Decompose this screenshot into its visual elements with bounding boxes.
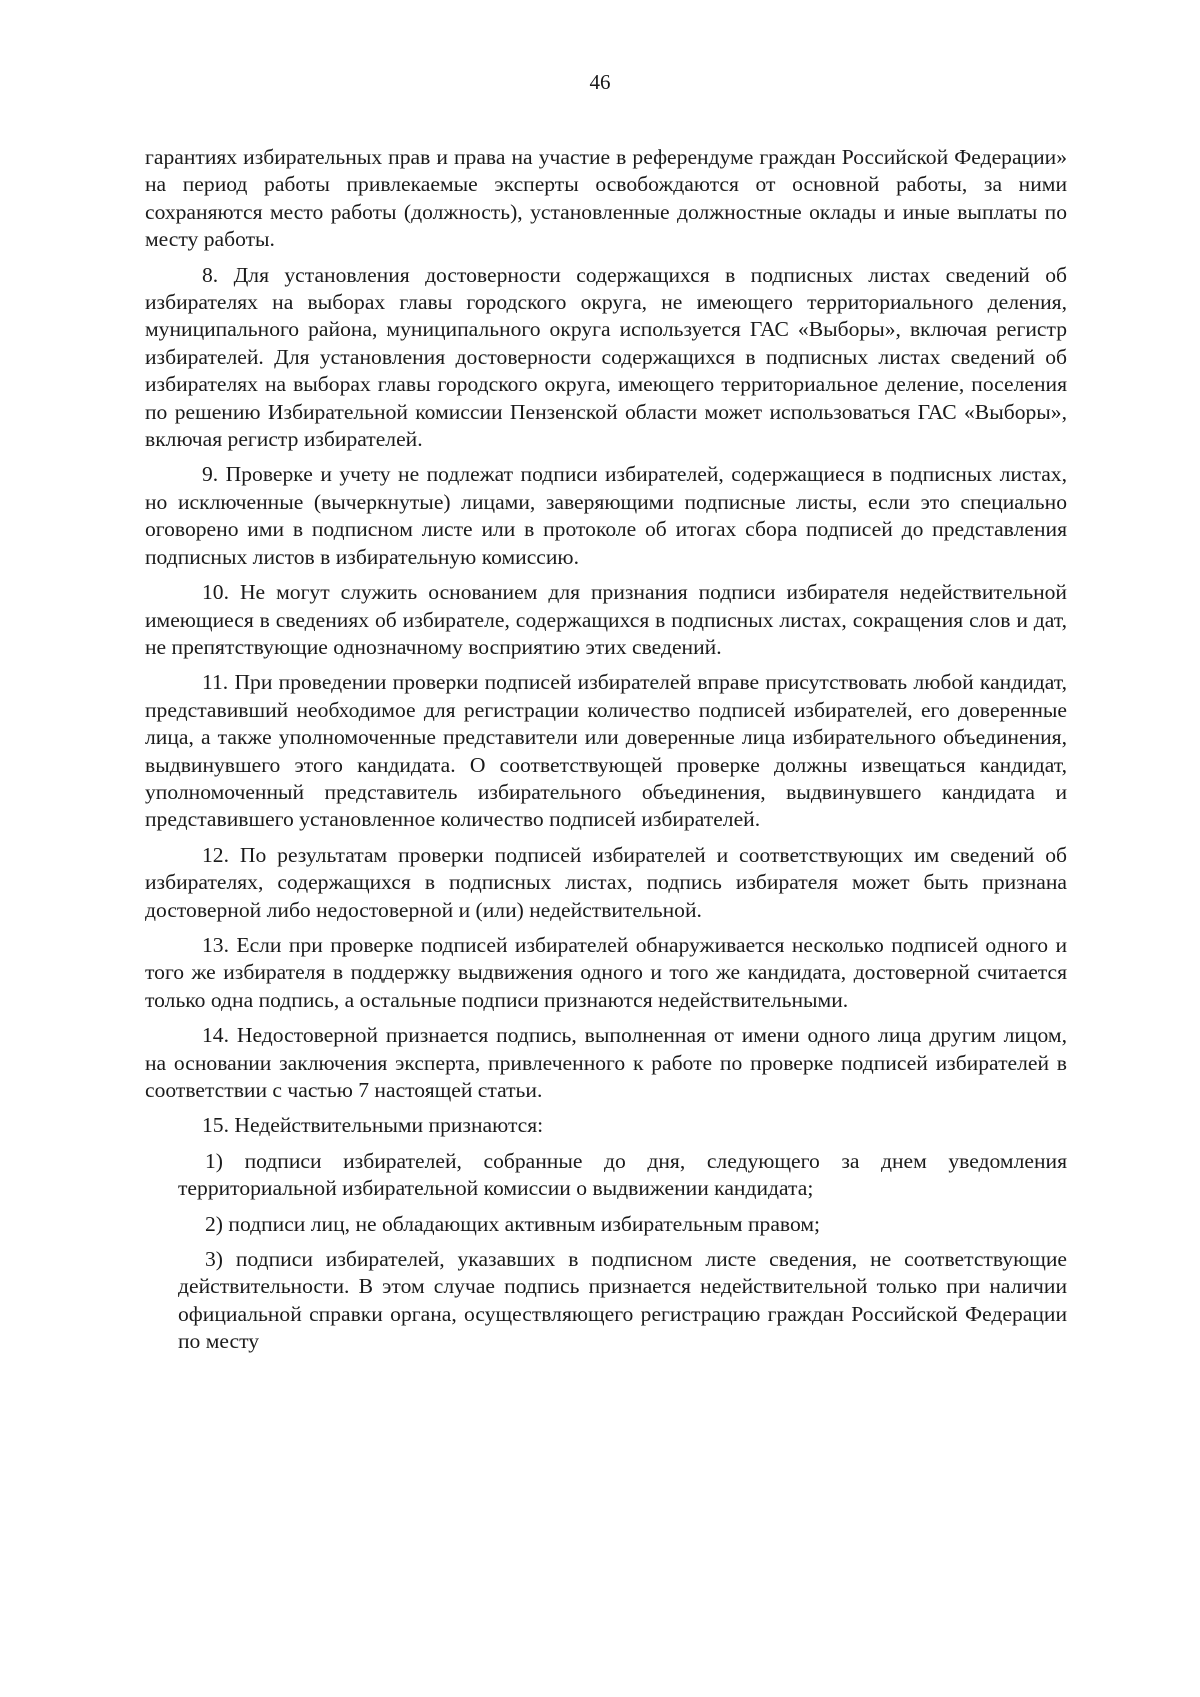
- paragraph-item-8: 8. Для установления достоверности содержащихся в подписных листах сведений об избирателях на выборах главы городского округа, не имеющего территориального деления, муниципального района, муниципального округа используется ГАС «Выборы», включая регистр избирателей. Для установления достоверности содержащихся в подписных листах сведений об избирателях на выборах главы городского округа, имеющего территориальное деление, поселения по решению Избирательной комиссии Пензенской области может использоваться ГАС «Выборы», включая регистр избирателей.: [145, 262, 1067, 452]
- paragraph-item-15: 15. Недействительными признаются:: [202, 1113, 544, 1138]
- paragraph-item-12: 12. По результатам проверки подписей избирателей и соответствующих им сведений об избирателях, содержащихся в подписных листах, подпись избирателя может быть признана достоверной либо недостоверной и (или) недействительной.: [145, 842, 1067, 922]
- page-number: 46: [589, 70, 611, 94]
- paragraph-item-14: 14. Недостоверной признается подпись, выполненная от имени одного лица другим лицом, на основании заключения эксперта, привлеченного к работе по проверке подписей избирателей в соответствии с частью 7 настоящей статьи.: [145, 1023, 1067, 1102]
- subitem-15-3: 3) подписи избирателей, указавших в подписном листе сведения, не соответствующие действительности. В этом случае подпись признается недействительной только при наличии официальной справки органа, осуществляющего регистрацию граждан Российской Федерации по месту: [178, 1247, 1067, 1354]
- paragraph-item-10: 10. Не могут служить основанием для признания подписи избирателя недействительной имеющиеся в сведениях об избирателе, содержащихся в подписных листах, сокращения слов и дат, не препятствующие однозначному восприятию этих сведений.: [145, 580, 1067, 659]
- paragraph-item-13: 13. Если при проверке подписей избирателей обнаруживается несколько подписей одного и того же избирателя в поддержку выдвижения одного и того же кандидата, достоверной считается только одна подпись, а остальные подписи признаются недействительными.: [145, 932, 1067, 1012]
- subitem-15-2: 2) подписи лиц, не обладающих активным избирательным правом;: [205, 1211, 821, 1236]
- paragraph-continuation: гарантиях избирательных прав и права на участие в референдуме граждан Российской Федерации» на период работы привлекаемые эксперты освобождаются от основной работы, за ними сохраняются место работы (должность), установленные должностные оклады и иные выплаты по месту работы.: [145, 145, 1067, 252]
- subitem-15-1: 1) подписи избирателей, собранные до дня, следующего за днем уведомления территориальной избирательной комиссии о выдвижении кандидата;: [178, 1148, 1067, 1201]
- document-body: [145, 144, 1067, 1364]
- paragraph-item-9: 9. Проверке и учету не подлежат подписи избирателей, содержащиеся в подписных листах, но исключенные (вычеркнутые) лицами, заверяющими подписные листы, если это специально оговорено ими в подписном листе или в протоколе об итогах сбора подписей до представления подписных листов в избирательную комиссию.: [145, 462, 1067, 569]
- paragraph-item-11: 11. При проведении проверки подписей избирателей вправе присутствовать любой кандидат, представивший необходимое для регистрации количество подписей избирателей, его доверенные лица, а также уполномоченные представители или доверенные лица избирательного объединения, выдвинувшего этого кандидата. О соответствующей проверке должны извещаться кандидат, уполномоченный представитель избирательного объединения, выдвинувшего кандидата и представившего установленное количество подписей избирателей.: [145, 670, 1067, 832]
